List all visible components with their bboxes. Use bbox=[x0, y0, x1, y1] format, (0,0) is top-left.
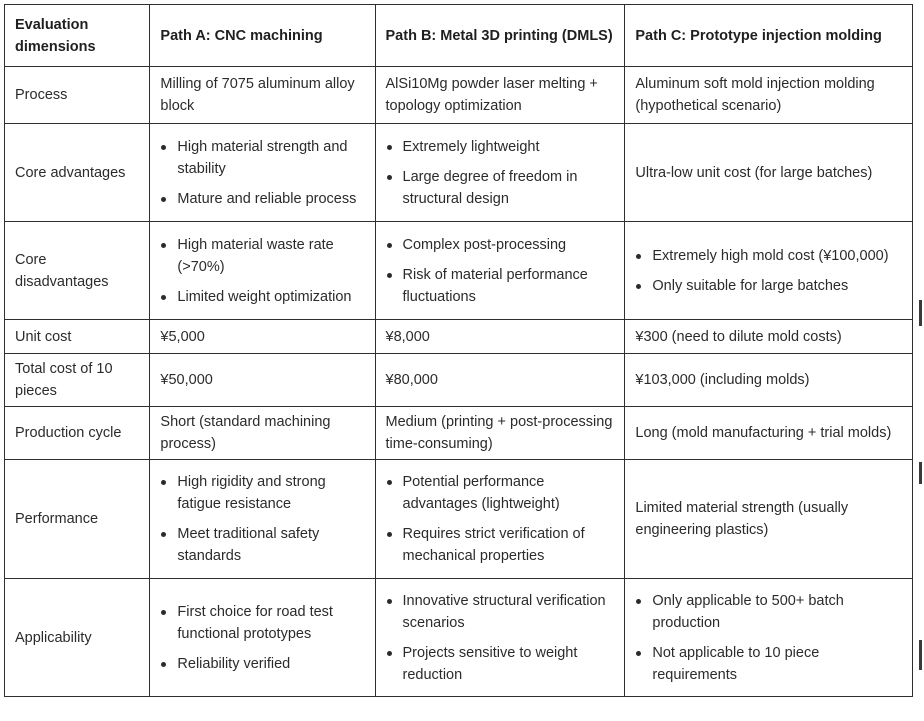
comparison-table bbox=[4, 4, 913, 697]
bullet-list bbox=[635, 590, 902, 686]
list-item: Potential performance advantages (lightweight) bbox=[386, 471, 615, 515]
cell-applicability-b bbox=[375, 579, 625, 697]
cell-disadvantages-c bbox=[625, 222, 913, 320]
bullet-list bbox=[386, 234, 615, 308]
list-item: Requires strict verification of mechanical properties bbox=[386, 523, 615, 567]
table-row bbox=[5, 579, 913, 697]
cell-performance-c: Limited material strength (usually engineering plastics) bbox=[625, 460, 913, 579]
row-label-advantages: Core advantages bbox=[5, 124, 150, 222]
list-item: Extremely lightweight bbox=[386, 136, 615, 158]
table-row bbox=[5, 407, 913, 460]
cell-process-a: Milling of 7075 aluminum alloy block bbox=[150, 67, 375, 124]
header-cell-dimensions: Evaluation dimensions bbox=[5, 5, 150, 67]
bullet-list bbox=[160, 471, 364, 567]
list-item: Not applicable to 10 piece requirements bbox=[635, 642, 902, 686]
cell-unit-cost-a: ¥5,000 bbox=[150, 320, 375, 354]
list-item: Extremely high mold cost (¥100,000) bbox=[635, 245, 902, 267]
list-item: Large degree of freedom in structural design bbox=[386, 166, 615, 210]
bullet-list bbox=[160, 601, 364, 675]
bullet-list bbox=[386, 136, 615, 210]
cell-cycle-c: Long (mold manufacturing + trial molds) bbox=[625, 407, 913, 460]
scrollbar-edge-mark bbox=[919, 300, 922, 326]
cell-process-b: AlSi10Mg powder laser melting + topology optimization bbox=[375, 67, 625, 124]
cell-total-cost-a: ¥50,000 bbox=[150, 354, 375, 407]
list-item: Projects sensitive to weight reduction bbox=[386, 642, 615, 686]
table-row bbox=[5, 460, 913, 579]
list-item: Reliability verified bbox=[160, 653, 364, 675]
list-item: Limited weight optimization bbox=[160, 286, 364, 308]
cell-cycle-b: Medium (printing + post-processing time-consuming) bbox=[375, 407, 625, 460]
cell-advantages-c: Ultra-low unit cost (for large batches) bbox=[625, 124, 913, 222]
table-row bbox=[5, 222, 913, 320]
bullet-list bbox=[386, 471, 615, 567]
cell-total-cost-b: ¥80,000 bbox=[375, 354, 625, 407]
list-item: Mature and reliable process bbox=[160, 188, 364, 210]
list-item: Only suitable for large batches bbox=[635, 275, 902, 297]
bullet-list bbox=[635, 245, 902, 297]
cell-process-c: Aluminum soft mold injection molding (hypothetical scenario) bbox=[625, 67, 913, 124]
list-item: Complex post-processing bbox=[386, 234, 615, 256]
list-item: Only applicable to 500+ batch production bbox=[635, 590, 902, 634]
table-row bbox=[5, 320, 913, 354]
row-label-unit-cost: Unit cost bbox=[5, 320, 150, 354]
row-label-process: Process bbox=[5, 67, 150, 124]
table-row bbox=[5, 124, 913, 222]
list-item: High material waste rate (>70%) bbox=[160, 234, 364, 278]
row-label-applicability: Applicability bbox=[5, 579, 150, 697]
row-label-disadvantages: Core disadvantages bbox=[5, 222, 150, 320]
scrollbar-edge-mark bbox=[919, 462, 922, 484]
list-item: High rigidity and strong fatigue resistance bbox=[160, 471, 364, 515]
row-label-total-cost: Total cost of 10 pieces bbox=[5, 354, 150, 407]
table-header-row bbox=[5, 5, 913, 67]
cell-disadvantages-b bbox=[375, 222, 625, 320]
table-row bbox=[5, 354, 913, 407]
list-item: Innovative structural verification scenarios bbox=[386, 590, 615, 634]
cell-advantages-a bbox=[150, 124, 375, 222]
list-item: Meet traditional safety standards bbox=[160, 523, 364, 567]
bullet-list bbox=[160, 136, 364, 210]
header-cell-path-a: Path A: CNC machining bbox=[150, 5, 375, 67]
cell-unit-cost-c: ¥300 (need to dilute mold costs) bbox=[625, 320, 913, 354]
list-item: High material strength and stability bbox=[160, 136, 364, 180]
bullet-list bbox=[386, 590, 615, 686]
cell-applicability-a bbox=[150, 579, 375, 697]
row-label-performance: Performance bbox=[5, 460, 150, 579]
cell-performance-b bbox=[375, 460, 625, 579]
header-cell-path-b: Path B: Metal 3D printing (DMLS) bbox=[375, 5, 625, 67]
cell-unit-cost-b: ¥8,000 bbox=[375, 320, 625, 354]
cell-disadvantages-a bbox=[150, 222, 375, 320]
bullet-list bbox=[160, 234, 364, 308]
scrollbar-edge-mark bbox=[919, 640, 922, 670]
table-row bbox=[5, 67, 913, 124]
cell-advantages-b bbox=[375, 124, 625, 222]
cell-performance-a bbox=[150, 460, 375, 579]
list-item: Risk of material performance fluctuations bbox=[386, 264, 615, 308]
cell-cycle-a: Short (standard machining process) bbox=[150, 407, 375, 460]
row-label-production-cycle: Production cycle bbox=[5, 407, 150, 460]
cell-applicability-c bbox=[625, 579, 913, 697]
cell-total-cost-c: ¥103,000 (including molds) bbox=[625, 354, 913, 407]
header-cell-path-c: Path C: Prototype injection molding bbox=[625, 5, 913, 67]
list-item: First choice for road test functional prototypes bbox=[160, 601, 364, 645]
